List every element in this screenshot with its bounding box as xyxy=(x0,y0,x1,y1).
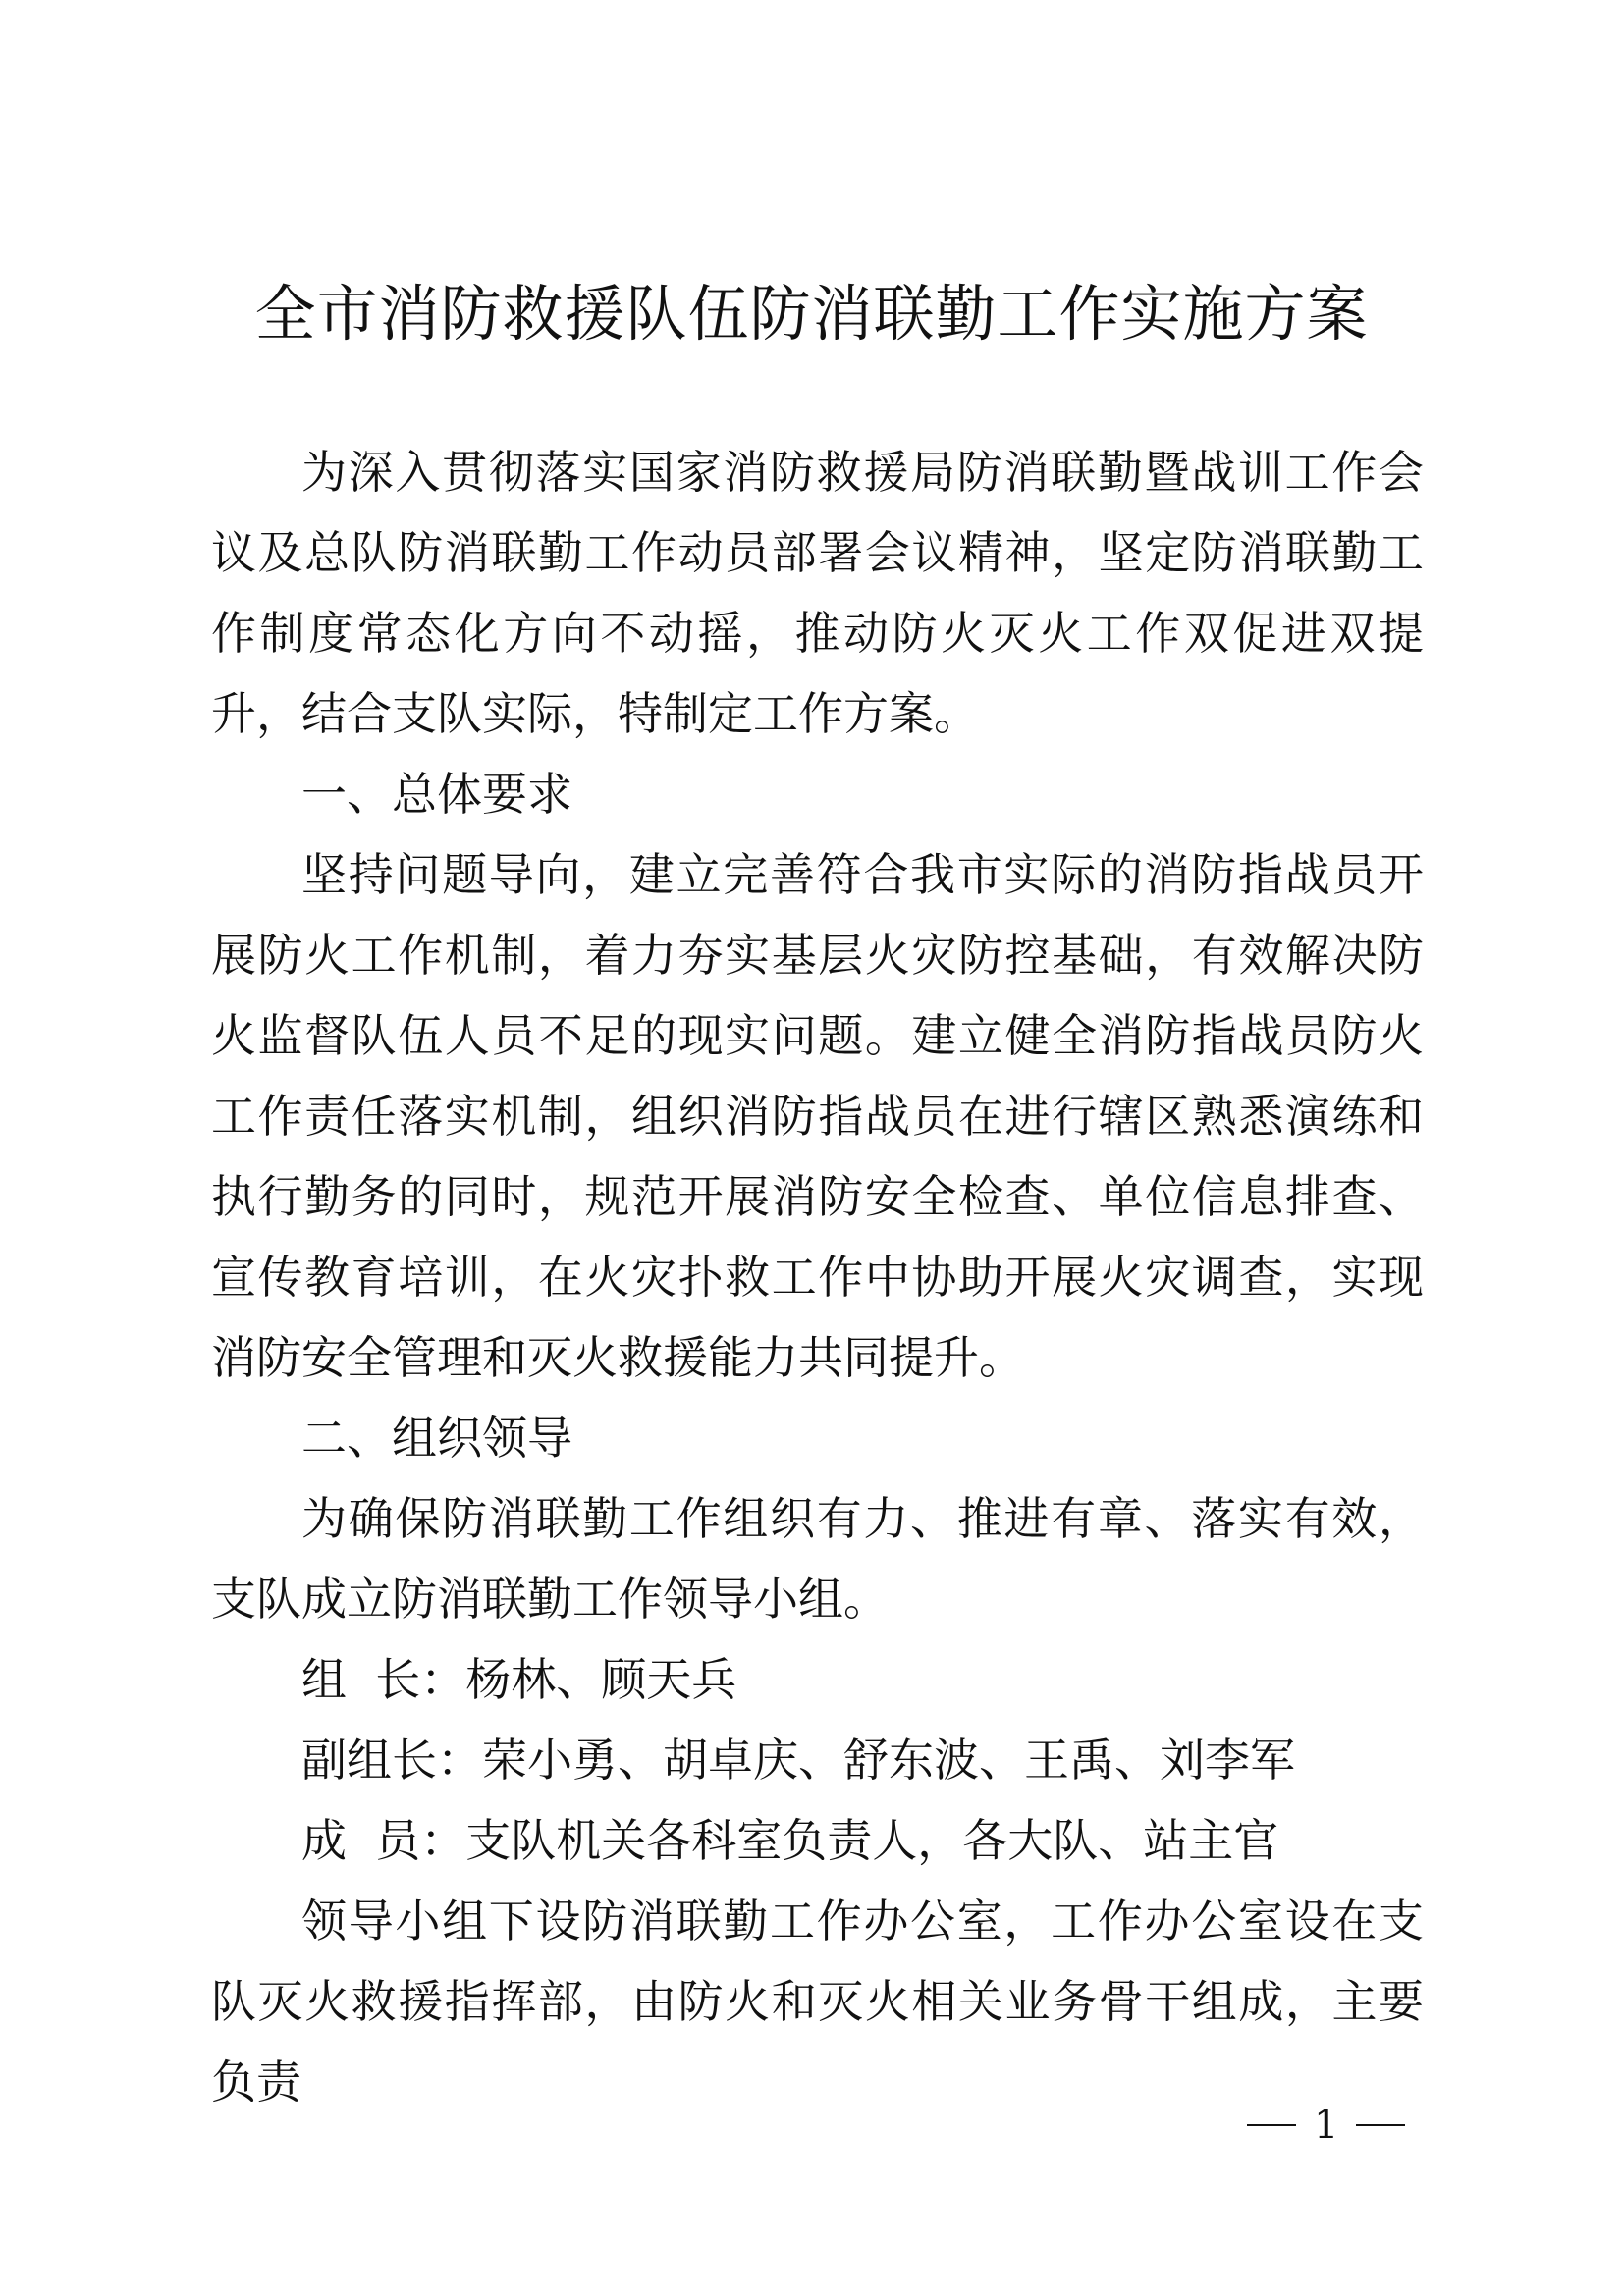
paragraph-overall-requirements: 坚持问题导向，建立完善符合我市实际的消防指战员开展防火工作机制，着力夯实基层火灾防控基础，有效解决防火监督队伍人员不足的现实问题。建立健全消防指战员防火工作责任落实机制，组织消防指战员在进行辖区熟悉演练和执行勤务的同时，规范开展消防安全检查、单位信息排查、宣传教育培训，在火灾扑救工作中协助开展火灾调查，实现消防安全管理和灭火救援能力共同提升。 xyxy=(211,848,1424,1384)
paragraph-intro: 为深入贯彻落实国家消防救援局防消联勤暨战训工作会议及总队防消联勤工作动员部署会议精神，坚定防消联勤工作制度常态化方向不动摇，推动防火灭火工作双促进双提升，结合支队实际，特制定工作方案。 xyxy=(211,446,1424,740)
document-title: 全市消防救援队伍防消联勤工作实施方案 xyxy=(254,278,1369,349)
line-group-leader: 组 长：杨林、顾天兵 xyxy=(301,1653,737,1706)
paragraph-leadership-group: 为确保防消联勤工作组织有力、推进有章、落实有效，支队成立防消联勤工作领导小组。 xyxy=(211,1492,1424,1626)
page-number: 1 xyxy=(1314,2103,1339,2148)
section-heading-overall-requirements: 一、总体要求 xyxy=(301,768,572,821)
page-number-footer xyxy=(1247,2093,1443,2152)
right-dash xyxy=(1356,2124,1405,2126)
section-heading-organization-leadership: 二、组织领导 xyxy=(301,1412,572,1465)
paragraph-office: 领导小组下设防消联勤工作办公室，工作办公室设在支队灭火救援指挥部，由防火和灭火相关业务骨干组成，主要负责 xyxy=(211,1895,1424,2109)
line-members: 成 员：支队机关各科室负责人，各大队、站主官 xyxy=(301,1814,1279,1867)
left-dash xyxy=(1247,2124,1296,2126)
line-deputy-group-leader: 副组长：荣小勇、胡卓庆、舒东波、王禹、刘李军 xyxy=(301,1734,1295,1787)
document-body xyxy=(211,432,1424,2122)
